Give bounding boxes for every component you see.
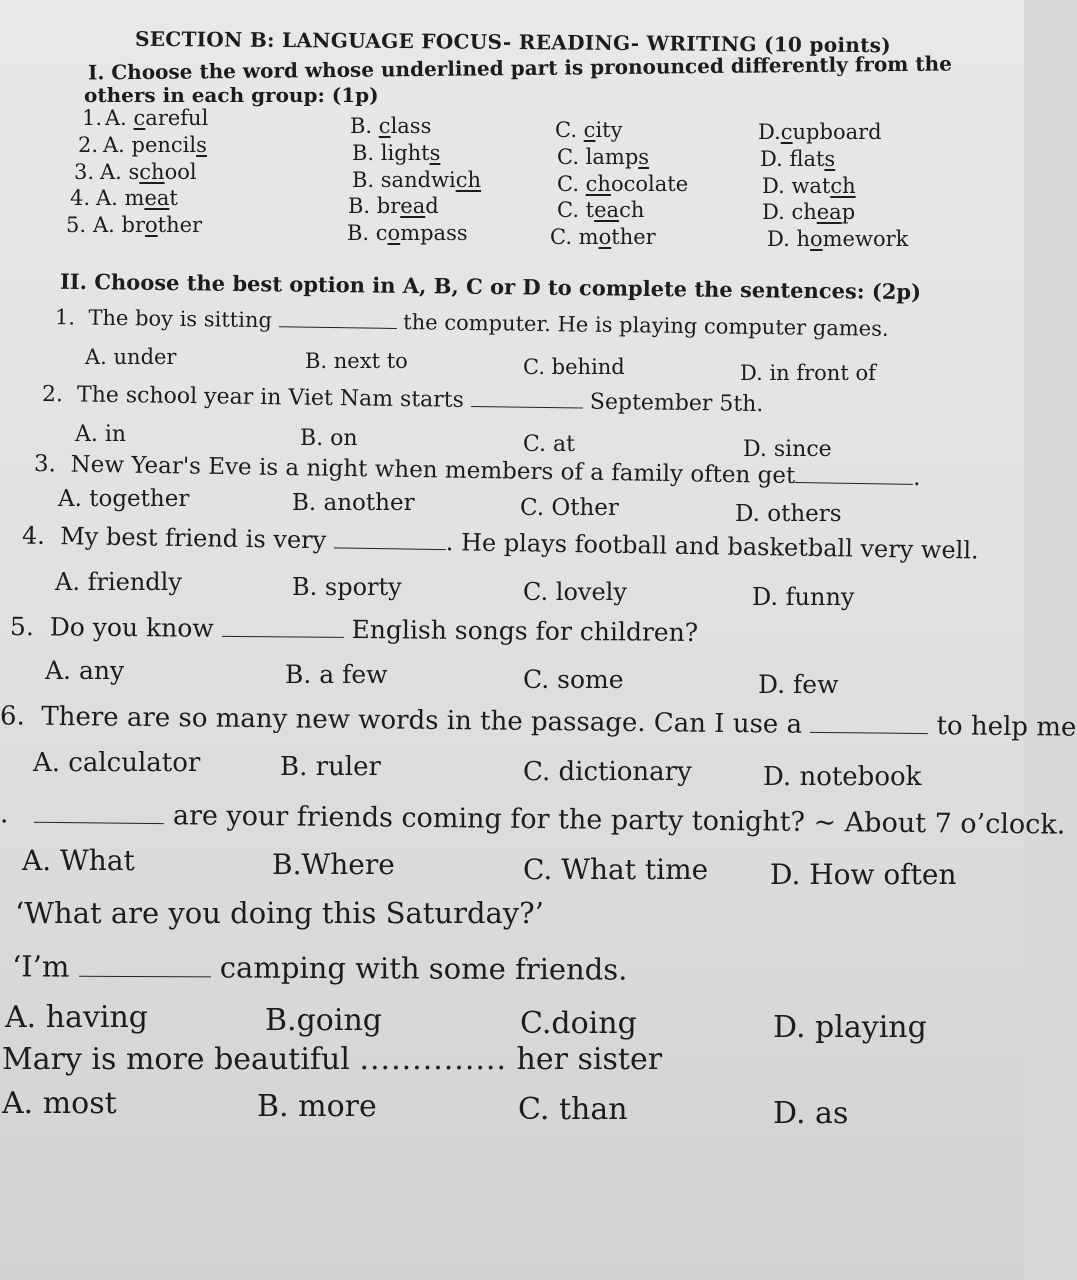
underlined-part: s — [824, 147, 836, 171]
answer-blank — [278, 305, 396, 329]
answer-blank — [79, 947, 211, 978]
option-b: B. compass — [347, 221, 468, 245]
option-d: D. homework — [767, 227, 909, 251]
question-text-after: to help me — [936, 711, 1077, 743]
question-8 — [12, 946, 628, 986]
option-d: D. others — [735, 501, 842, 527]
answer-blank — [222, 611, 344, 638]
underlined-part: c — [780, 120, 793, 144]
question-7 — [0, 794, 1066, 840]
option-d: D. few — [758, 670, 839, 699]
section-title: SECTION B: LANGUAGE FOCUS- READING- WRITING (10 points) — [134, 26, 892, 58]
question-text-before: ‘I’m — [11, 949, 70, 984]
question-text-after: the computer. He is playing computer games. — [403, 310, 889, 341]
option-a: A. pencils — [103, 133, 207, 157]
underlined-part: ea — [144, 186, 170, 210]
option-b: B.Where — [272, 848, 395, 881]
option-d: D. watch — [762, 174, 856, 198]
option-a: A. school — [100, 160, 197, 184]
answer-blank — [334, 523, 446, 550]
option-b: B. sporty — [292, 573, 402, 601]
option-b: B. next to — [305, 349, 408, 373]
option-c: C. dictionary — [523, 757, 692, 787]
option-b: B. lights — [352, 141, 441, 165]
option-b: B. a few — [285, 660, 388, 689]
answer-blank — [34, 795, 164, 824]
question-text-after: her sister — [516, 1042, 663, 1077]
underlined-part: ch — [585, 172, 611, 196]
option-a: A. calculator — [33, 748, 201, 778]
group-number: 2. — [78, 133, 99, 157]
option-a: A. careful — [105, 106, 209, 130]
option-a: A. in — [75, 422, 127, 447]
question-number: 6. — [0, 701, 25, 732]
group-number: 3. — [74, 160, 95, 184]
option-d: D. playing — [773, 1010, 927, 1045]
option-a: A. meat — [96, 186, 178, 210]
question-5 — [10, 609, 698, 647]
answer-blank — [471, 384, 583, 409]
answer-blank — [810, 706, 928, 734]
option-b: B. another — [292, 490, 415, 516]
question-text-after: camping with some friends. — [219, 950, 628, 987]
option-d: D. since — [743, 437, 832, 462]
option-d: D.cupboard — [758, 120, 882, 144]
underlined-part: o — [809, 227, 823, 251]
question-text-before: There are so many new words in the passage. Can I use a — [41, 701, 803, 740]
group-number: 5. — [66, 213, 87, 237]
question-text-before: My best friend is very — [59, 522, 327, 555]
option-a: A. together — [58, 486, 190, 512]
underlined-part: c — [133, 106, 146, 130]
option-b: B. ruler — [280, 752, 381, 782]
answer-dots: .............. — [359, 1042, 507, 1077]
option-a: A. most — [2, 1086, 117, 1121]
question-text-before: Do you know — [49, 612, 214, 643]
underlined-part: s — [638, 145, 650, 169]
question-text-before: The school year in Viet Nam starts — [76, 382, 465, 413]
underlined-part: o — [387, 221, 401, 245]
option-c: C. lamps — [557, 145, 650, 169]
question-1 — [55, 302, 889, 341]
answer-blank — [795, 459, 913, 485]
option-d: D. funny — [752, 583, 855, 611]
question-text-after: . He plays football and basketball very well. — [445, 528, 979, 565]
option-a: A. having — [5, 1000, 149, 1035]
option-b: B. sandwich — [352, 168, 482, 192]
question-text-before: Mary is more beautiful — [2, 1042, 350, 1077]
underlined-part: o — [145, 213, 158, 237]
underlined-part: c — [378, 114, 391, 138]
question-text-before: The boy is sitting — [88, 305, 273, 333]
option-b: B.going — [265, 1003, 382, 1038]
group-number: 4. — [70, 186, 91, 210]
option-c: C. behind — [523, 355, 625, 379]
underlined-part: s — [196, 133, 207, 157]
question-text-after: English songs for children? — [351, 614, 699, 648]
underlined-part: ch — [455, 168, 482, 192]
option-a: A. any — [45, 656, 125, 685]
option-c: C. lovely — [523, 578, 627, 606]
option-c: C. city — [555, 118, 623, 142]
underlined-part: o — [598, 225, 612, 249]
question-text-after: September 5th. — [589, 389, 764, 418]
underlined-part: ch — [830, 174, 856, 198]
question-text-after: . — [912, 464, 921, 491]
part1-heading-line2: others in each group: (1p) — [84, 83, 379, 107]
underlined-part: s — [429, 141, 441, 165]
option-c: C. mother — [550, 225, 656, 249]
option-c: C. What time — [523, 853, 709, 886]
underlined-part: c — [583, 118, 596, 142]
underlined-part: ch — [139, 160, 165, 184]
underlined-part: ea — [816, 200, 842, 224]
question-6 — [0, 697, 1077, 742]
question-number: 3. — [33, 451, 57, 478]
part2-heading: II. Choose the best option in A, B, C or D to complete the sentences: (2p) — [59, 268, 922, 305]
option-c: C. teach — [557, 198, 645, 222]
question-text-after: are your friends coming for the party tonight? ~ About 7 o’clock. — [172, 800, 1066, 841]
option-a: A. What — [22, 844, 135, 877]
question-text-before: New Year's Eve is a night when members of a family often get — [70, 451, 796, 489]
underlined-part: ea — [594, 198, 620, 222]
option-c: C. Other — [520, 495, 619, 521]
option-d: D. cheap — [762, 200, 856, 224]
question-number: 4. — [21, 521, 46, 550]
option-b: B. on — [300, 426, 358, 451]
option-d: D. flats — [760, 147, 836, 171]
question-number: 1. — [54, 305, 76, 330]
question-number: 5. — [9, 611, 34, 642]
option-c: C.doing — [520, 1006, 637, 1041]
option-c: C. than — [518, 1092, 628, 1127]
part1-heading-line1: I. Choose the word whose underlined part is pronounced differently from the — [87, 51, 952, 85]
option-a: A. brother — [93, 213, 203, 237]
option-d: D. in front of — [740, 361, 876, 385]
option-b: B. class — [350, 114, 432, 138]
underlined-part: ea — [400, 194, 426, 218]
option-b: B. bread — [348, 194, 439, 218]
question-8-prompt: ‘What are you doing this Saturday?’ — [15, 896, 544, 930]
option-c: C. chocolate — [557, 172, 689, 196]
option-b: B. more — [257, 1089, 377, 1124]
option-d: D. notebook — [763, 762, 922, 792]
option-a: A. friendly — [55, 568, 182, 596]
option-c: C. some — [523, 665, 624, 694]
question-number: . — [0, 798, 9, 830]
question-number: 2. — [41, 381, 64, 408]
question-9 — [2, 1042, 662, 1077]
option-d: D. How often — [770, 858, 957, 891]
option-d: D. as — [773, 1096, 849, 1131]
option-a: A. under — [85, 345, 177, 369]
group-number: 1. — [82, 106, 103, 130]
question-2 — [42, 378, 764, 417]
option-c: C. at — [523, 432, 575, 457]
